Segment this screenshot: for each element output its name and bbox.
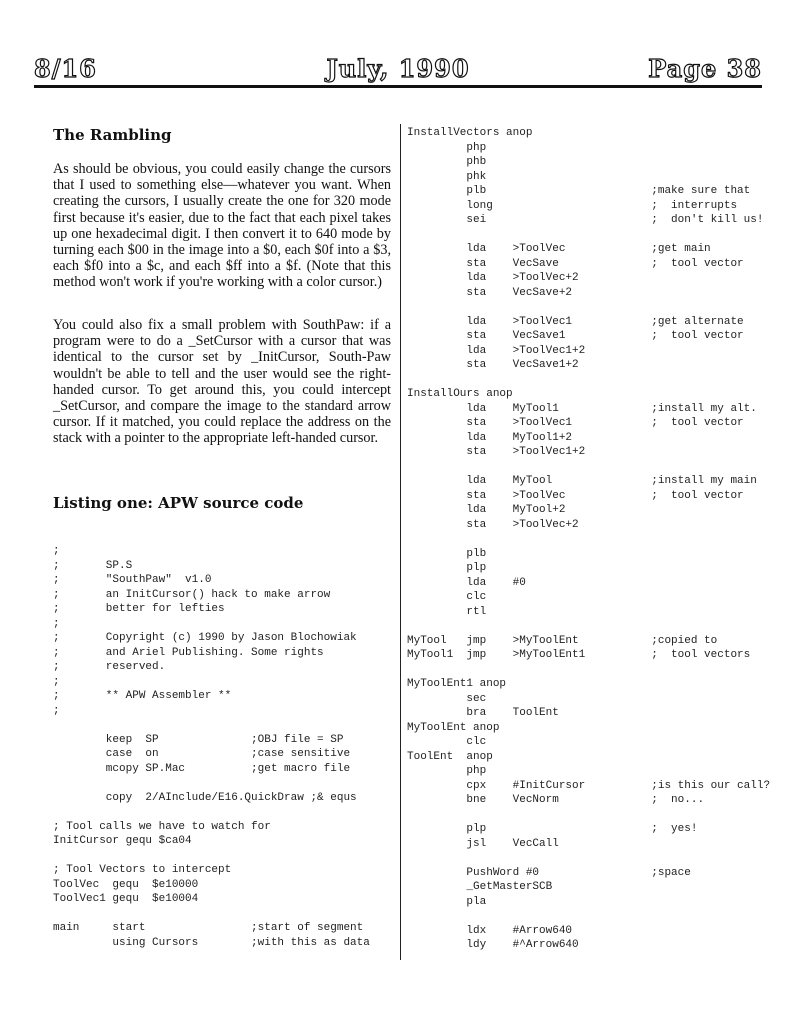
code-line: ldx #Arrow640 bbox=[407, 924, 573, 937]
code-line: ToolVec1 gequ $e10004 bbox=[53, 893, 199, 905]
code-line: phk bbox=[407, 170, 487, 183]
code-line: rtl bbox=[407, 605, 487, 618]
code-line: InitCursor gequ $ca04 bbox=[53, 835, 192, 847]
code-line: sta VecSave+2 bbox=[407, 286, 573, 299]
code-line: lda #0 bbox=[407, 576, 526, 589]
code-line: using Cursors ;with this as data bbox=[53, 936, 370, 949]
code-line: copy 2/AInclude/E16.QuickDraw ;& equs bbox=[53, 791, 357, 804]
code-line: long ; interrupts bbox=[407, 199, 738, 212]
code-line: sta VecSave1 ; tool vector bbox=[407, 330, 744, 342]
code-line: sta >ToolVec1+2 bbox=[407, 446, 586, 458]
column-divider bbox=[400, 124, 401, 960]
code-line: ldy #^Arrow640 bbox=[407, 939, 579, 951]
code-line: sta VecSave1+2 bbox=[407, 359, 579, 371]
code-line: lda >ToolVec ;get main bbox=[407, 243, 711, 255]
code-line: _GetMasterSCB bbox=[407, 881, 553, 893]
code-line: php bbox=[407, 141, 487, 154]
code-listing-right bbox=[407, 126, 770, 953]
code-line: ; Copyright (c) 1990 by Jason Blochowiak bbox=[53, 632, 357, 644]
code-line: lda >ToolVec1 ;get alternate bbox=[407, 315, 744, 328]
code-line: ; "SouthPaw" v1.0 bbox=[53, 574, 212, 586]
section-title-listing: Listing one: APW source code bbox=[53, 494, 304, 512]
page-header bbox=[34, 54, 762, 88]
code-line: main start ;start of segment bbox=[53, 922, 364, 934]
code-line: plb ;make sure that bbox=[407, 185, 751, 197]
code-line: lda MyTool1+2 bbox=[407, 431, 573, 444]
code-line: MyToolEnt1 anop bbox=[407, 678, 507, 690]
code-line: MyToolEnt anop bbox=[407, 721, 500, 734]
code-line: ToolEnt anop bbox=[407, 750, 493, 763]
code-line: ; better for lefties bbox=[53, 603, 225, 615]
code-line: ; bbox=[53, 545, 60, 557]
code-line: jsl VecCall bbox=[407, 837, 559, 850]
code-line: phb bbox=[407, 156, 487, 168]
code-line: case on ;case sensitive bbox=[53, 748, 351, 760]
code-line: lda >ToolVec1+2 bbox=[407, 344, 586, 357]
code-line: clc bbox=[407, 736, 487, 748]
code-line: sta >ToolVec+2 bbox=[407, 518, 579, 531]
paragraph-2: You could also fix a small problem with SouthPaw: if a program were to do a _SetCursor with a cursor that was identical to the cursor set by _InitCursor, South-Paw wouldn't be able to tell and the user would see the right-handed cursor. To get around this, you could intercept _SetCursor, and compare the image to the standard arrow cursor. If it matched, you could replace the address on the stack with a pointer to the appropriate left-handed cursor. bbox=[53, 317, 391, 447]
code-line: sec bbox=[407, 692, 487, 705]
code-line: sta >ToolVec1 ; tool vector bbox=[407, 417, 744, 429]
code-line: ; bbox=[53, 675, 60, 688]
code-listing-left bbox=[53, 544, 370, 950]
code-line: ; bbox=[53, 704, 60, 717]
code-line: bne VecNorm ; no... bbox=[407, 794, 705, 806]
code-line: sei ; don't kill us! bbox=[407, 214, 764, 226]
code-line: ; SP.S bbox=[53, 559, 133, 572]
code-line: clc bbox=[407, 591, 487, 603]
code-line: lda MyTool ;install my main bbox=[407, 475, 757, 487]
header-rule bbox=[34, 85, 762, 88]
code-line: plb bbox=[407, 547, 487, 560]
code-line: ; bbox=[53, 617, 60, 630]
issue-number: 8/16 bbox=[34, 54, 97, 83]
code-line: ToolVec gequ $e10000 bbox=[53, 878, 199, 891]
issue-date: July, 1990 bbox=[326, 54, 470, 83]
code-line: InstallVectors anop bbox=[407, 127, 533, 139]
code-line: lda >ToolVec+2 bbox=[407, 272, 579, 284]
paragraph-1: As should be obvious, you could easily change the cursors that I used to something else—whatever you want. When creating the cursors, I usually create the one for 320 mode first because it's easier, due to the fact that each pixel takes up one hexadecimal digit. I then convert it to 640 mode by turning each $00 in the image into a $0, each $0f into a $3, each $f0 into a $c, and each $ff into a $f. (Note that this method won't work if you're working with a color cursor.) bbox=[53, 161, 391, 291]
code-line: InstallOurs anop bbox=[407, 388, 513, 400]
code-line: mcopy SP.Mac ;get macro file bbox=[53, 762, 351, 775]
code-line: plp bbox=[407, 562, 487, 574]
code-line: ; ** APW Assembler ** bbox=[53, 690, 232, 702]
code-line: plp ; yes! bbox=[407, 823, 698, 835]
code-line: lda MyTool1 ;install my alt. bbox=[407, 402, 757, 415]
code-line: MyTool jmp >MyToolEnt ;copied to bbox=[407, 634, 718, 647]
code-line: ; and Ariel Publishing. Some rights bbox=[53, 646, 324, 659]
code-line: keep SP ;OBJ file = SP bbox=[53, 733, 344, 746]
code-line: MyTool1 jmp >MyToolEnt1 ; tool vectors bbox=[407, 649, 751, 661]
code-line: ; an InitCursor() hack to make arrow bbox=[53, 588, 331, 601]
code-line: bra ToolEnt bbox=[407, 707, 559, 719]
code-line: sta VecSave ; tool vector bbox=[407, 257, 744, 270]
code-line: lda MyTool+2 bbox=[407, 504, 566, 516]
section-title-rambling: The Rambling bbox=[53, 126, 172, 144]
code-line: PushWord #0 ;space bbox=[407, 866, 691, 879]
page-number: Page 38 bbox=[648, 54, 762, 83]
code-line: ; Tool calls we have to watch for bbox=[53, 820, 271, 833]
code-line: sta >ToolVec ; tool vector bbox=[407, 489, 744, 502]
code-line: ; reserved. bbox=[53, 661, 166, 673]
code-line: php bbox=[407, 765, 487, 777]
code-line: pla bbox=[407, 895, 487, 908]
code-line: cpx #InitCursor ;is this our call? bbox=[407, 779, 771, 792]
code-line: ; Tool Vectors to intercept bbox=[53, 864, 232, 876]
